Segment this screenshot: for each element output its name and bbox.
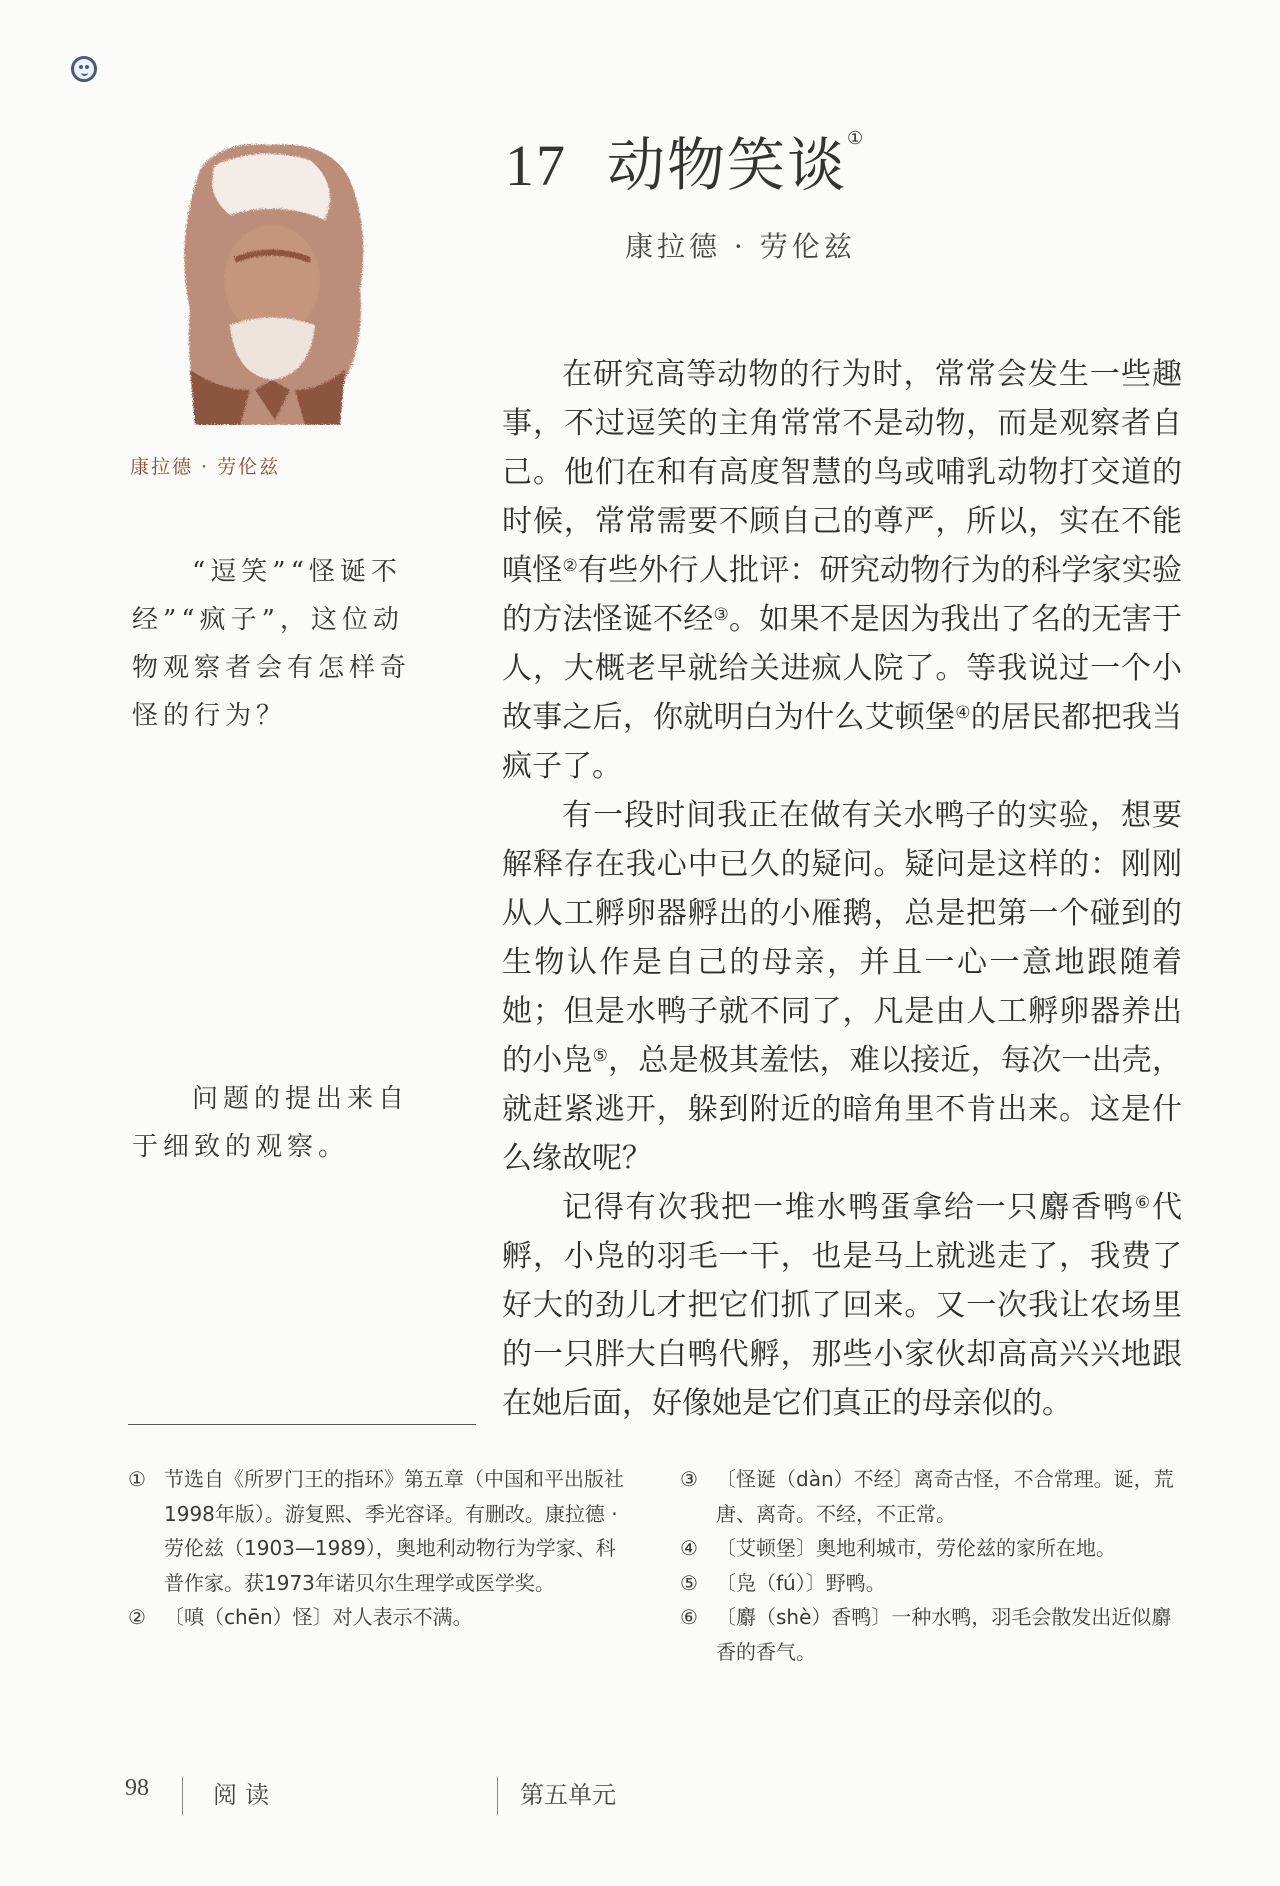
side-note-question [132, 548, 422, 740]
lesson-number: 17 [505, 133, 567, 198]
footnote-6 [680, 1600, 1180, 1669]
smiley-mouth [81, 71, 88, 76]
author-portrait [160, 140, 375, 425]
footer-unit: 第五单元 [520, 1781, 616, 1809]
footnote-text: 节选自《所罗门王的指环》第五章（中国和平出版社1998年版）。游复熙、季光容译。有删改。康拉德 · 劳伦兹（1903—1989），奥地利动物行为学家、科普作家。获1973年诺贝尔生理学或医学奖。 [164, 1467, 624, 1595]
footnote-2 [128, 1600, 628, 1635]
text-run: 。如果不是因为我出了名的无害于人，大概老早就给关进疯人院了。等我说过一个小故事之后，你就明白为什么艾顿堡 [502, 602, 1183, 735]
footnotes-left-column [128, 1462, 628, 1635]
footnote-ref[interactable]: ③ [713, 605, 729, 625]
footnote-ref[interactable]: ④ [955, 703, 971, 723]
smiley-eye-left [79, 65, 83, 69]
footnote-mark: ⑥ [680, 1605, 698, 1629]
side-note-text: 问题的提出来自于细致的观察。 [132, 1084, 410, 1162]
author-byline: 康拉德 · 劳伦兹 [625, 230, 856, 263]
footnote-divider [128, 1424, 476, 1425]
text-run: 的居民都把我当疯子了。 [502, 700, 1183, 784]
footnote-mark: ② [128, 1605, 146, 1629]
portrait-illustration [160, 140, 375, 425]
lesson-title [505, 118, 865, 202]
footnote-text: 〔凫（fú）〕野鸭。 [716, 1570, 886, 1595]
text-run: 代孵，小凫的羽毛一干，也是马上就逃走了，我费了好大的劲儿才把它们抓了回来。又一次我让农场里的一只胖大白鸭代孵，那些小家伙却高高兴兴地跟在她后面，好像她是它们真正的母亲似的。 [502, 1190, 1182, 1421]
footnote-4 [680, 1531, 1180, 1566]
footer-divider [497, 1777, 498, 1815]
text-run: ，总是极其羞怯，难以接近，每次一出壳，就赶紧逃开，躲到附近的暗角里不肯出来。这是什么缘故呢？ [502, 1043, 1183, 1176]
text-run: 有些外行人批评：研究动物行为的科学家实验的方法怪诞不经 [502, 553, 1183, 637]
footnotes-right-column [680, 1462, 1180, 1669]
footnote-ref[interactable]: ② [562, 556, 578, 576]
page-number: 98 [125, 1775, 149, 1801]
footnote-mark: ③ [680, 1467, 698, 1491]
side-note-text: “逗笑”“怪诞不经”“疯子”，这位动物观察者会有怎样奇怪的行为？ [132, 557, 412, 731]
paragraph [502, 350, 1182, 791]
footnote-text: 〔麝（shè）香鸭〕一种水鸭，羽毛会散发出近似麝香的香气。 [716, 1605, 1172, 1664]
footnote-mark: ① [128, 1467, 146, 1491]
lesson-title-text: 动物笑谈 [607, 131, 848, 199]
text-run: 记得有次我把一堆水鸭蛋拿给一只麝香鸭 [562, 1190, 1135, 1225]
footnote-text: 〔艾顿堡〕奥地利城市，劳伦兹的家所在地。 [716, 1536, 1116, 1560]
page-footer [0, 1775, 1280, 1815]
footnote-ref[interactable]: ⑤ [592, 1046, 609, 1066]
text-run: 有一段时间我正在做有关水鸭子的实验，想要解释存在我心中已久的疑问。疑问是这样的：刚刚从人工孵卵器孵出的小雁鹅，总是把第一个碰到的生物认作是自己的母亲，并且一心一意地跟随着她；但是水鸭子就不同了，凡是由人工孵卵器养出的小凫 [502, 798, 1182, 1078]
portrait-caption: 康拉德 · 劳伦兹 [130, 456, 281, 478]
footer-section: 阅读 [213, 1781, 277, 1809]
footnote-text: 〔怪诞（dàn）不经〕离奇古怪，不合常理。诞，荒唐、离奇。不经，不正常。 [716, 1467, 1174, 1526]
footnote-5 [680, 1566, 1180, 1601]
article-body [502, 350, 1182, 1428]
footnote-1 [128, 1462, 628, 1600]
footnote-ref[interactable]: ⑥ [1134, 1193, 1152, 1213]
smiley-face-icon [71, 56, 97, 82]
smiley-eye-right [85, 65, 89, 69]
footnote-mark: ⑤ [680, 1570, 698, 1595]
footnote-mark: ④ [680, 1536, 698, 1560]
paragraph [502, 791, 1182, 1183]
side-note-comment [132, 1075, 422, 1171]
text-run: 在研究高等动物的行为时，常常会发生一些趣事，不过逗笑的主角常常不是动物，而是观察者自己。他们在和有高度智慧的鸟或哺乳动物打交道的时候，常常需要不顾自己的尊严，所以，实在不能嗔怪 [502, 357, 1182, 588]
footnote-3 [680, 1462, 1180, 1531]
footnote-text: 〔嗔（chēn）怪〕对人表示不满。 [164, 1605, 473, 1629]
paragraph [502, 1183, 1182, 1428]
footnote-ref[interactable]: ① [847, 128, 866, 149]
footer-divider [182, 1777, 183, 1815]
